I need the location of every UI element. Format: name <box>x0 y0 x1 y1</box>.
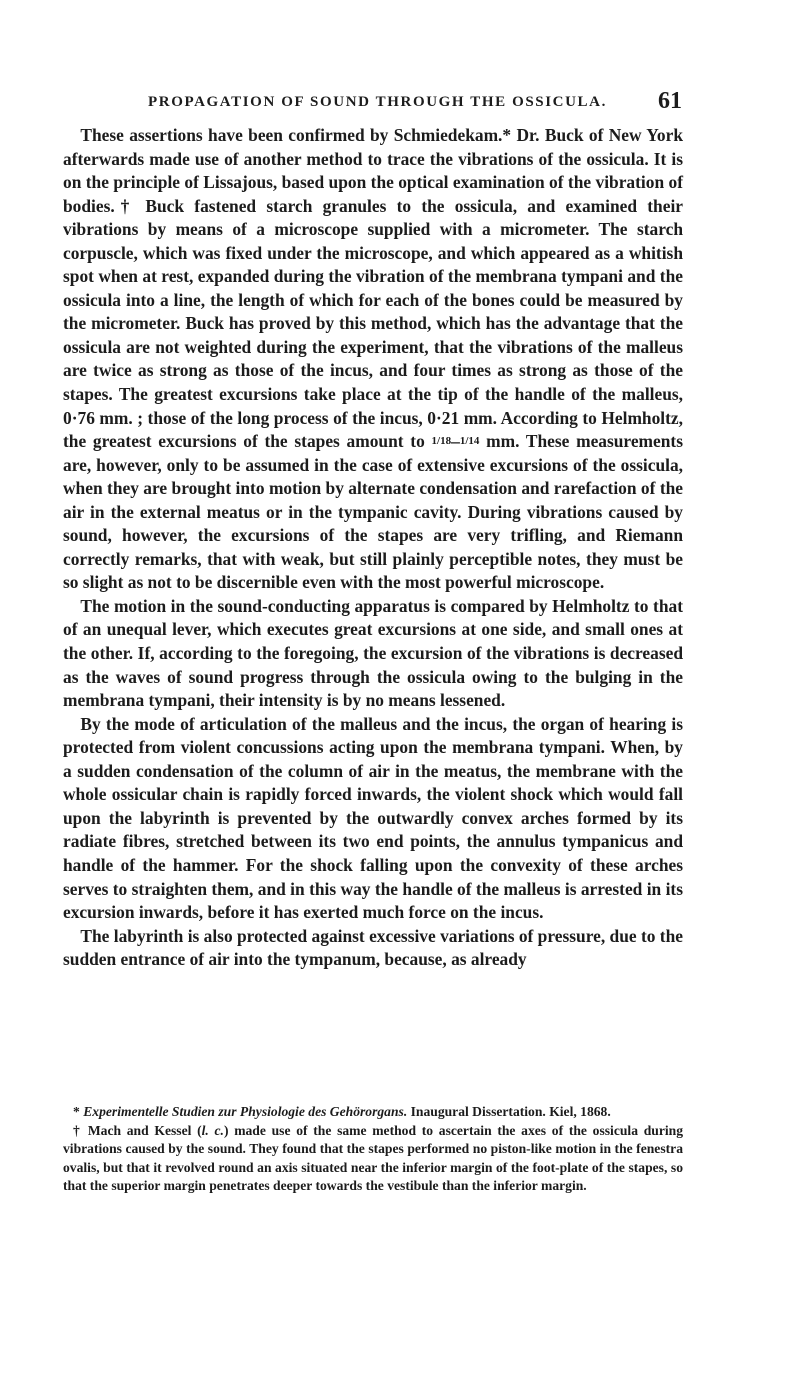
footnote-2 <box>63 1122 683 1196</box>
fraction-separator: – <box>451 431 460 452</box>
footnote-1 <box>63 1103 683 1122</box>
paragraph-3 <box>63 713 683 925</box>
footnotes <box>63 1103 683 1196</box>
footnote-1-mark: * <box>73 1104 84 1119</box>
paragraph-1-text-a: These assertions have been confirmed by Schmiedekam.* Dr. Buck of New York afterwards made use of another method to trace the vibrations of the ossicula. It is on the principle of Lissajous, based upon the optical examination of the vibration of bodies.† Buck fastened starch granules to the ossicula, and examined their vibrations by means of a microscope supplied with a micrometer. The starch corpuscle, which was fixed under the microscope, and which appeared as a whitish spot when at rest, expanded during the vibration of the membrana tympani and the ossicula into a line, the length of which for each of the bones could be measured by the micrometer. Buck has proved by this method, which has the advantage that the ossicula are not weighted during the experiment, that the vibrations of the malleus are twice as strong as those of the incus, and four times as strong as those of the stapes. The greatest excursions take place at the tip of the handle of the malleus, 0·76 mm. ; those of the long process of the incus, 0·21 mm. According to Helmholtz, the greatest excursions of the stapes amount to <box>63 125 683 452</box>
paragraph-1-text-b: mm. These measurements are, however, only to be assumed in the case of extensive excursions of the ossicula, when they are brought into motion by alternate condensation and rarefaction of the air in the external meatus or in the tympanic cavity. During vibrations caused by sound, however, the excursions of the stapes are very trifling, and Riemann correctly remarks, that with weak, but still plainly perceptible notes, they must be so slight as not to be discernible even with the most powerful microscope. <box>63 431 683 593</box>
running-head: PROPAGATION OF SOUND THROUGH THE OSSICULA. <box>148 94 607 110</box>
body-text <box>63 124 683 972</box>
footnote-2-rest: ) made use of the same method to ascertain the axes of the ossicula during vibrations caused by the sound. They found that the stapes performed no piston-like motion in the fenestra ovalis, but that it revolved round an axis situated near the inferior margin of the foot-plate of the stapes, so that the superior margin penetrates deeper towards the vestibule than the inferior margin. <box>63 1122 683 1193</box>
footnote-1-rest: Inaugural Dissertation. Kiel, 1868. <box>407 1104 611 1119</box>
page-header <box>148 88 682 118</box>
paragraph-2 <box>63 595 683 713</box>
fraction-2: 1/14 <box>459 435 480 448</box>
fraction-1: 1/18 <box>431 435 452 448</box>
footnote-2-mark: † Mach and Kessel ( <box>73 1122 202 1138</box>
paragraph-2-text: The motion in the sound-conducting apparatus is compared by Helmholtz to that of an unequal lever, which executes great excursions at one side, and small ones at the other. If, according to the foregoing, the excursion of the vibrations is decreased as the waves of sound progress through the ossicula owing to the bulging in the membrana tympani, their intensity is by no means lessened. <box>63 595 683 711</box>
paragraph-1 <box>63 124 683 595</box>
paragraph-3-text: By the mode of articulation of the malleus and the incus, the organ of hearing is protected from violent concussions acting upon the membrana tympani. When, by a sudden condensation of the column of air in the meatus, the membrane with the whole ossicular chain is rapidly forced inwards, the violent shock which would fall upon the labyrinth is prevented by the outwardly convex arches formed by its radiate fibres, stretched between its two end points, the annulus tympanicus and handle of the hammer. For the shock falling upon the convexity of these arches serves to straighten them, and in this way the handle of the malleus is arrested in its excursion inwards, before it has exerted much force on the incus. <box>63 713 683 923</box>
footnote-1-title: Experimentelle Studien zur Physiologie des Gehörorgans. <box>83 1104 408 1119</box>
paragraph-4-text: The labyrinth is also protected against excessive variations of pressure, due to the sudden entrance of air into the tympanum, because, as already <box>63 925 683 970</box>
footnote-2-cite: l. c. <box>201 1122 224 1138</box>
page-number: 61 <box>658 88 682 114</box>
paragraph-4 <box>63 925 683 972</box>
